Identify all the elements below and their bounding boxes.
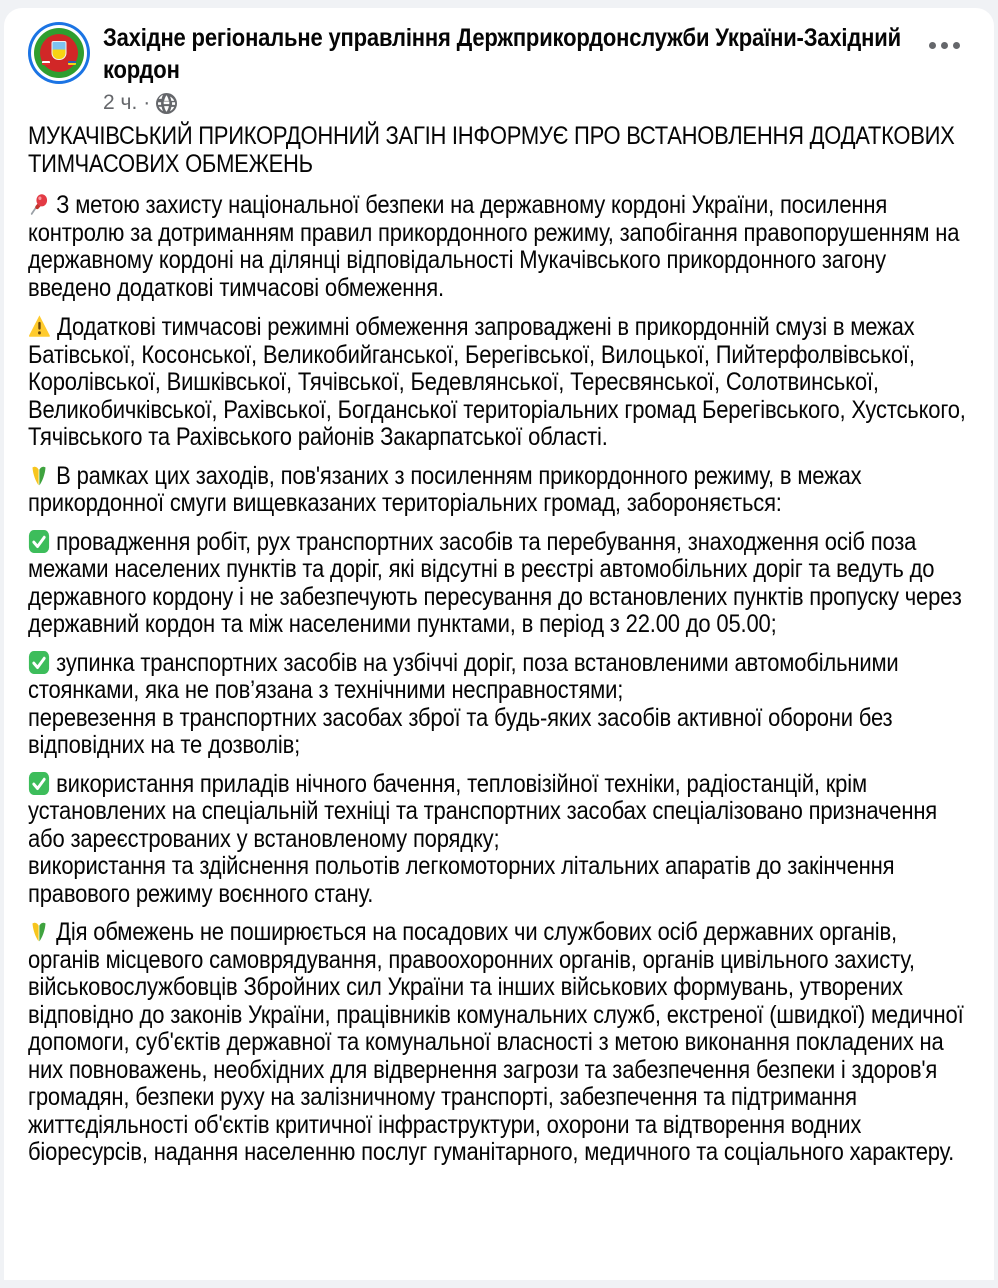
more-options-button[interactable]: [923, 36, 966, 55]
check-icon: [28, 771, 50, 796]
warning-icon: [28, 313, 51, 339]
ellipsis-dot: [929, 42, 936, 49]
emblem-flag-icon: [42, 61, 50, 65]
check-icon: [28, 650, 50, 675]
paragraph-text-continued: перевезення в транспортних засобах зброї та будь-яких засобів активної оборони без відповідних на те дозволів;: [28, 703, 893, 759]
emblem-flag-icon: [68, 61, 76, 65]
avatar-emblem-center: [40, 34, 78, 72]
post-paragraph: [28, 771, 970, 909]
paragraph-text: Дія обмежень не поширюється на посадових чи службових осіб державних органів, органів місцевого самоврядування, правоохоронних органів, органів цивільного захисту, військовослужбовців Збройних сил України та інших військових формувань, утворених відповідно до законів України, працівників комунальних служб, екстреної (швидкої) медичної допомоги, суб'єктів державної та комунальної власності з метою виконання покладених на них повноважень, необхідних для відвернення загрози та забезпечення безпеки і здоров'я громадян, безпеки руху на залізничному транспорті, забезпечення та підтримання життєдіяльності об'єктів критичної інфраструктури, охорони та відтворення водних біоресурсів, надання населенню послуг гуманітарного, медичного та соціального характеру.: [28, 918, 964, 1166]
post-paragraph: [28, 650, 970, 760]
avatar-white-ring: [31, 25, 87, 81]
paragraph-text: провадження робіт, рух транспортних засобів та перебування, знаходження осіб поза межами населених пунктів та доріг, які відсутні в реєстрі автомобільних доріг та ведуть до державного кордону і не забезпечують пересування до встановлених пунктів пропуску через державний кордон та між населеними пунктами, в період з 22.00 до 05.00;: [28, 527, 962, 638]
paragraph-text-continued: використання та здійснення польотів легкомоторних літальних апаратів до закінчення правового режиму воєнного стану.: [28, 852, 895, 908]
post-meta: [103, 91, 924, 115]
pushpin-icon: [28, 192, 50, 217]
avatar-green-ring: [34, 28, 84, 78]
post-paragraph: [28, 313, 970, 452]
paragraph-text: використання приладів нічного бачення, тепловізійної техніки, радіостанцій, крім установлених на спеціальній техніці та транспортних засобах спеціалізовано призначення або зареєстрованих у встановленому порядку;: [28, 769, 938, 853]
globe-icon: [156, 93, 177, 114]
ellipsis-dot: [941, 42, 948, 49]
post-paragraph: [28, 463, 970, 518]
post-paragraph: [28, 192, 970, 302]
post-title: МУКАЧІВСЬКИЙ ПРИКОРДОННИЙ ЗАГІН ІНФОРМУЄ ПРО ВСТАНОВЛЕННЯ ДОДАТКОВИХ ТИМЧАСОВИХ ОБМЕЖЕНЬ: [28, 122, 955, 178]
post-header: [4, 8, 994, 117]
timestamp-link[interactable]: 2 ч.: [103, 91, 138, 114]
meta-separator: ·: [143, 91, 151, 114]
beginner-icon: [28, 919, 50, 944]
post-paragraph: [28, 919, 970, 1167]
post-body: [4, 117, 994, 1167]
post-card: [4, 8, 994, 1280]
paragraph-text: В рамках цих заходів, пов'язаних з посиленням прикордонного режиму, в межах прикордонної смуги вищевказаних територіальних громад, забороняється:: [28, 461, 862, 517]
post-paragraph: [28, 529, 970, 639]
header-text: [103, 22, 924, 115]
emblem-shield-icon: [52, 41, 67, 60]
page-avatar[interactable]: [28, 22, 90, 84]
beginner-icon: [28, 463, 50, 488]
ellipsis-dot: [953, 42, 960, 49]
paragraph-text: З метою захисту національної безпеки на державному кордоні України, посилення контролю за дотриманням правил прикордонного режиму, запобігання правопорушенням на державному кордоні на ділянці відповідальності Мукачівського прикордонного загону введено додаткові тимчасові обмеження.: [28, 191, 960, 302]
paragraph-text: зупинка транспортних засобів на узбіччі доріг, поза встановленими автомобільними стоянками, яка не пов’язана з технічними несправностями;: [28, 648, 899, 704]
check-icon: [28, 529, 50, 554]
page-name-link[interactable]: Західне регіональне управління Держприкордонслужби України-Західний кордон: [103, 24, 901, 84]
paragraph-text: Додаткові тимчасові режимні обмеження запроваджені в прикордонній смузі в межах Батівської, Косонської, Великобийганської, Берегівської, Вилоцької, Пийтерфолвівської, Королівської, Вишківської, Тячівської, Бедевлянської, Тересвянської, Солотвинської, Великобичківської, Рахівської, Богданської територіальних громад Берегівського, Хустського, Тячівського та Рахівського районів Закарпатської області.: [28, 313, 966, 451]
